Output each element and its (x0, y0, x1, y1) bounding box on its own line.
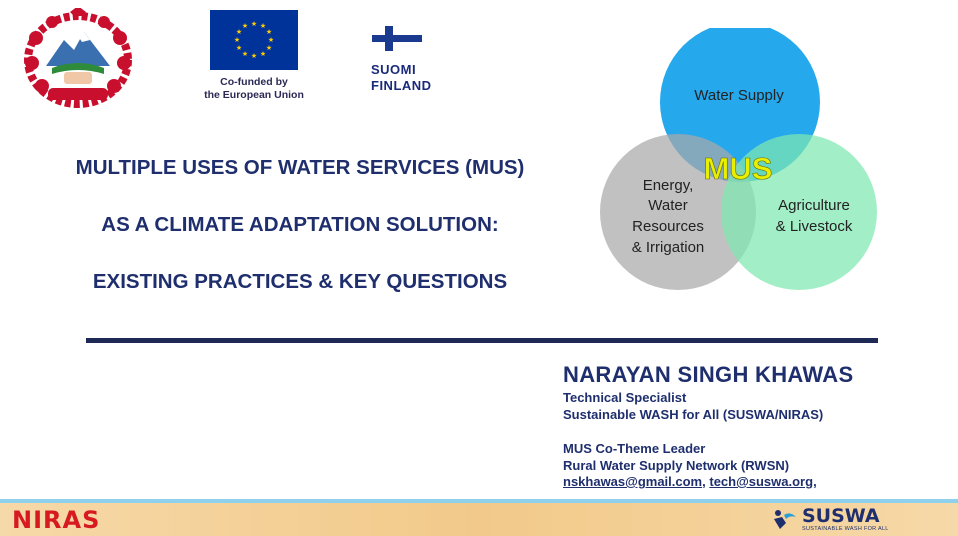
email-link-suswa[interactable]: tech@suswa.org (709, 474, 814, 489)
email-link-gmail[interactable]: nskhawas@gmail.com (563, 474, 703, 489)
svg-text:★: ★ (250, 52, 258, 60)
speaker-org-2: Rural Water Supply Network (RWSN) (563, 458, 790, 473)
speaker-role: Technical Specialist (563, 390, 687, 405)
suswa-figure-icon (772, 509, 798, 531)
eu-caption (190, 76, 318, 102)
mus-venn-diagram (598, 28, 888, 296)
venn-label-energy-4: & Irrigation (631, 239, 705, 256)
svg-text:★: ★ (250, 20, 258, 28)
nepal-emblem-logo (22, 8, 134, 108)
speaker-role-2: MUS Co-Theme Leader (563, 441, 706, 456)
suswa-tagline: SUSTAINABLE WASH FOR ALL (802, 526, 889, 532)
niras-logo: NIRAS (12, 506, 101, 534)
section-divider (86, 338, 878, 343)
suswa-logo (772, 505, 892, 535)
eu-flag-logo (210, 10, 298, 70)
finland-caption (371, 62, 432, 94)
svg-text:★: ★ (259, 22, 267, 30)
title-line-2: AS A CLIMATE ADAPTATION SOLUTION: (101, 213, 499, 236)
title-line-3: EXISTING PRACTICES & KEY QUESTIONS (92, 270, 508, 293)
svg-text:★: ★ (267, 36, 275, 44)
speaker-name: NARAYAN SINGH KHAWAS (563, 362, 854, 387)
email-separator: , (702, 474, 710, 489)
eu-caption-line1: Co-funded by (220, 76, 288, 88)
speaker-contacts (563, 474, 817, 489)
svg-text:★: ★ (235, 28, 243, 36)
finland-line2: FINLAND (371, 78, 432, 93)
svg-text:★: ★ (233, 36, 241, 44)
finland-flag-logo (372, 26, 422, 51)
svg-text:★: ★ (259, 50, 267, 58)
venn-label-energy-2: Water (648, 197, 688, 214)
venn-label-agriculture-2: & Livestock (775, 218, 853, 235)
finland-line1: SUOMI (371, 62, 417, 77)
svg-text:★: ★ (241, 50, 249, 58)
venn-label-agriculture-1: Agriculture (778, 197, 850, 214)
svg-text:★: ★ (265, 28, 273, 36)
venn-label-energy-3: Resources (632, 218, 704, 235)
venn-label-energy-1: Energy, (642, 177, 694, 194)
title-line-1: MULTIPLE USES OF WATER SERVICES (MUS) (75, 156, 525, 179)
venn-label-mus: MUS (703, 151, 773, 186)
email-trailing: , (813, 474, 817, 489)
venn-label-water-supply: Water Supply (694, 87, 784, 104)
svg-text:★: ★ (241, 22, 249, 30)
svg-text:★: ★ (265, 44, 273, 52)
speaker-org: Sustainable WASH for All (SUSWA/NIRAS) (563, 407, 824, 422)
svg-text:★: ★ (235, 44, 243, 52)
suswa-name: SUSWA (802, 505, 880, 527)
eu-caption-line2: the European Union (204, 89, 304, 101)
